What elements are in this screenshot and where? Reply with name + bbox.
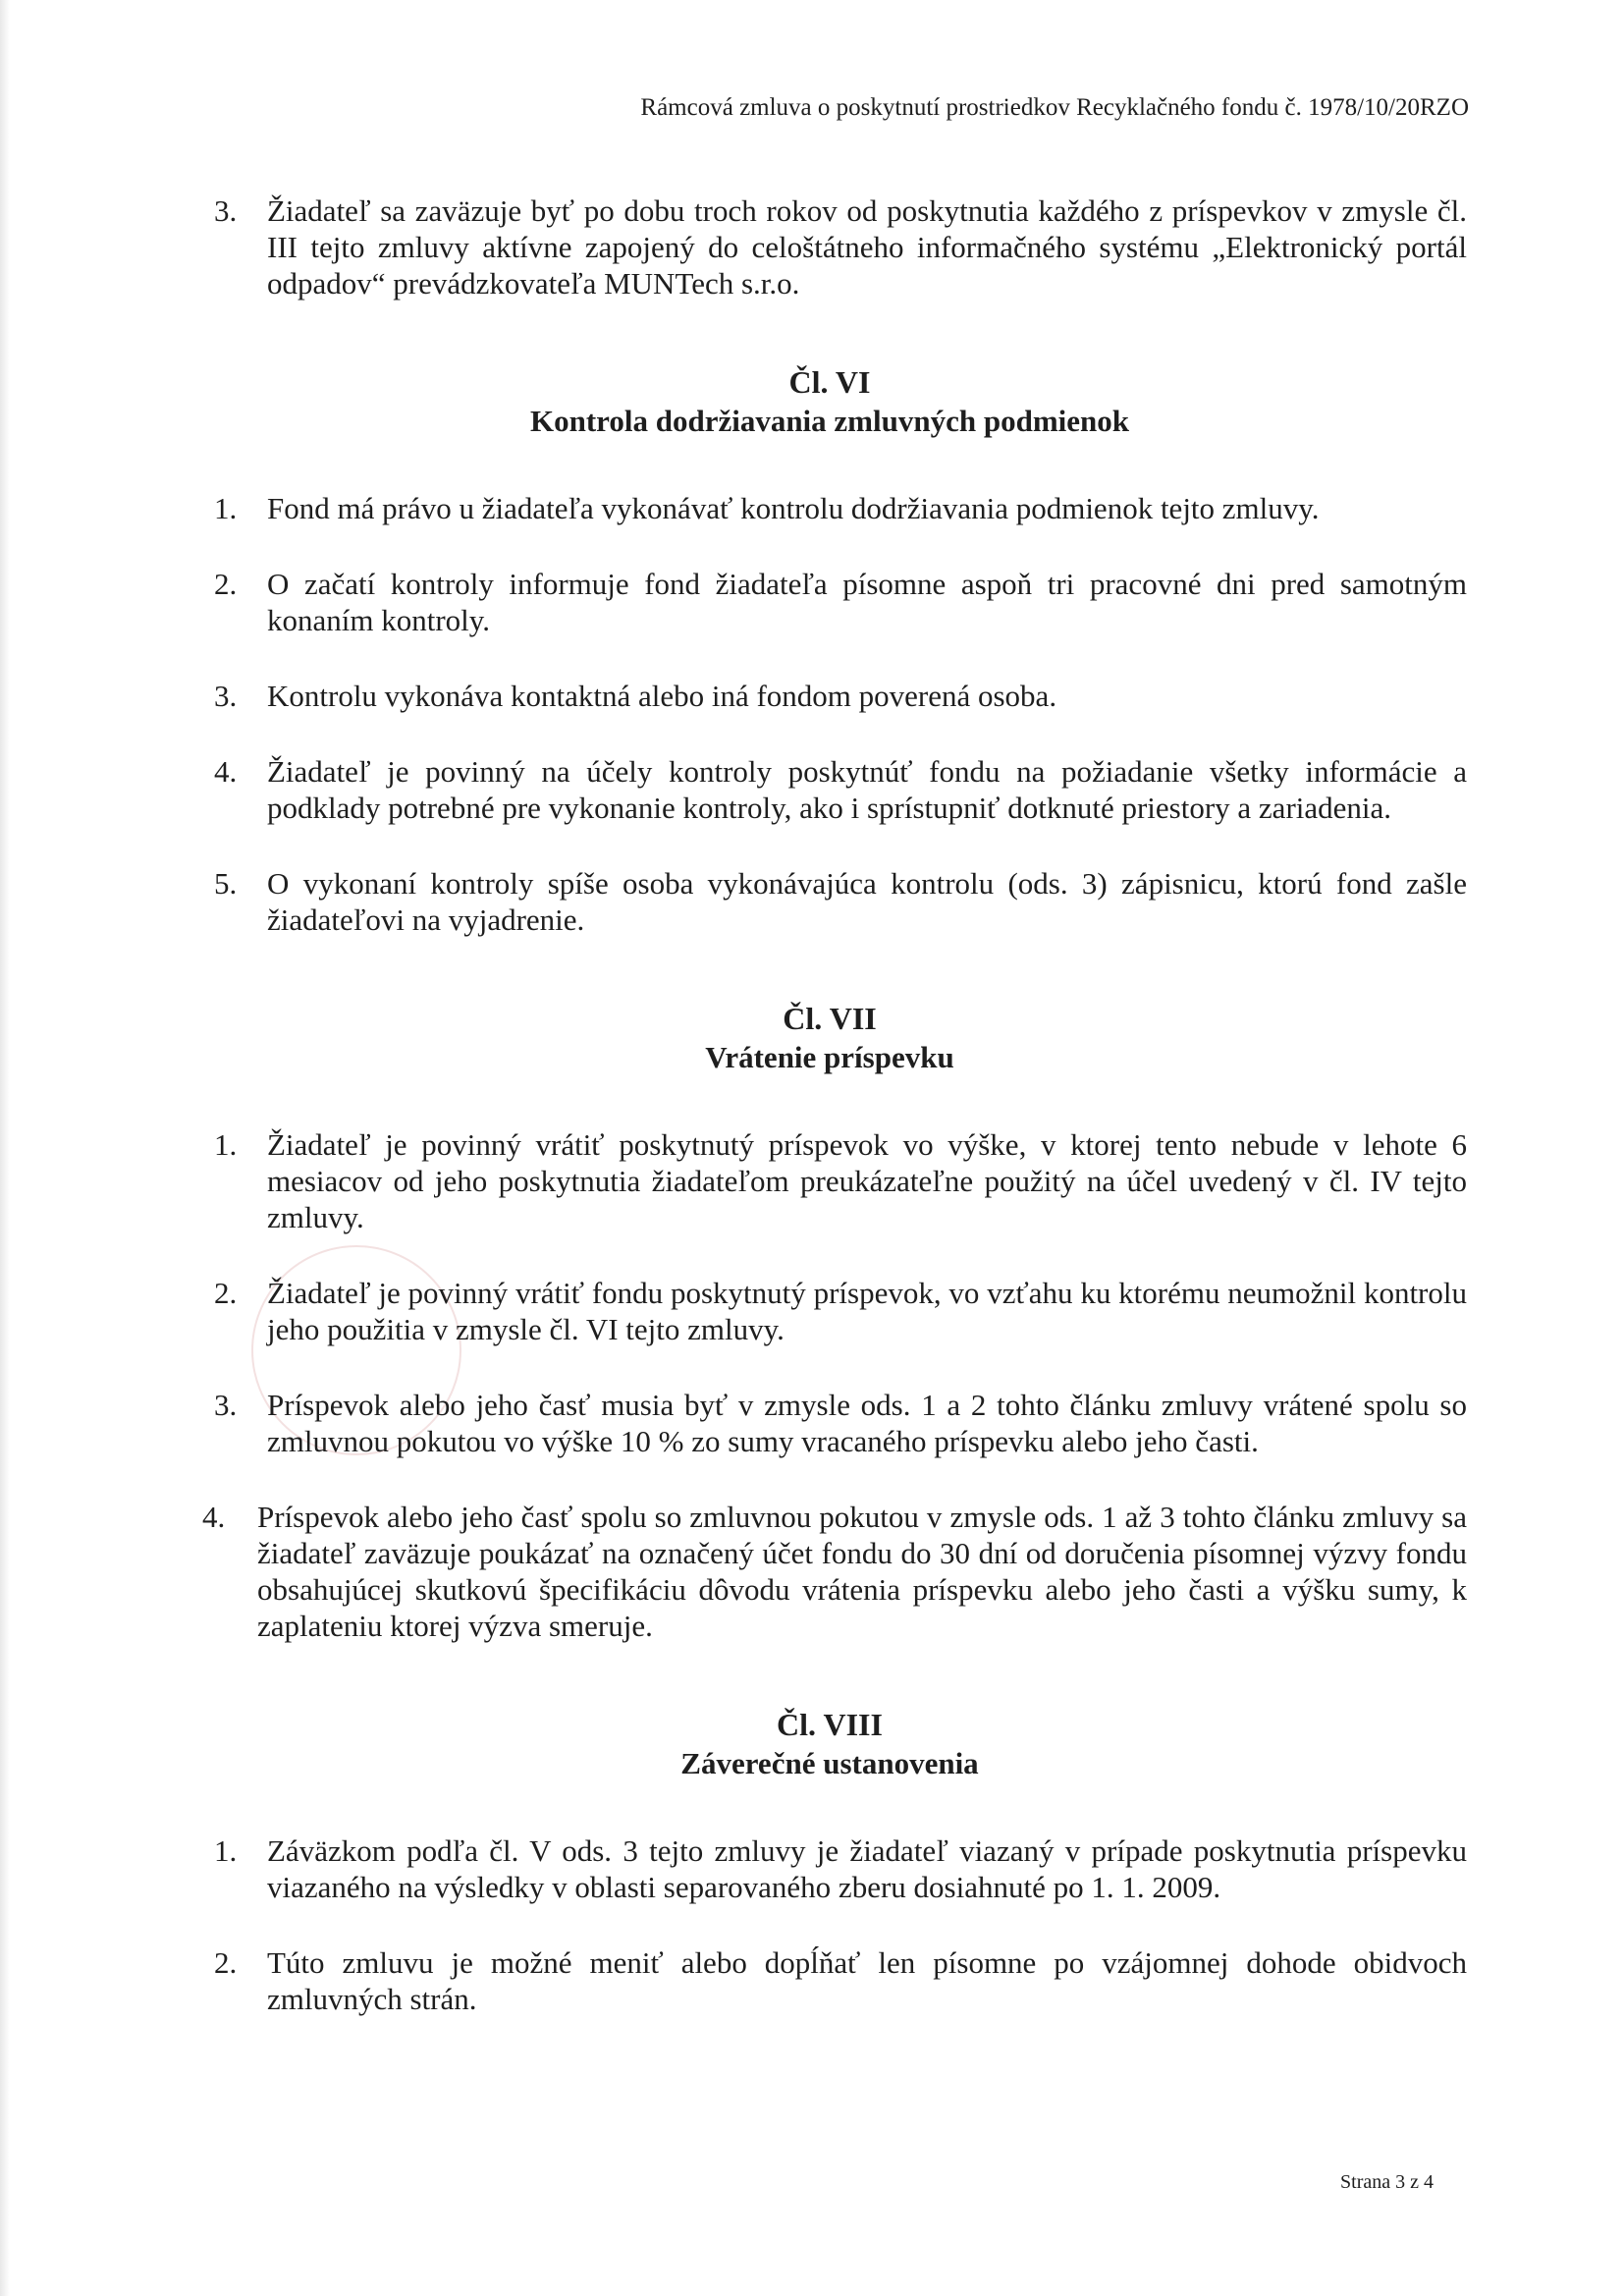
list-item [192, 753, 1467, 826]
item-number: 3. [214, 1388, 238, 1422]
item-text: O vykonaní kontroly spíše osoba vykonávajúca kontrolu (ods. 3) zápisnicu, ktorú fond zašle žiadateľovi na vyjadrenie. [267, 866, 1467, 937]
section-heading [192, 999, 1467, 1077]
list-item [192, 1387, 1467, 1459]
item-number: 1. [214, 491, 238, 525]
page-number: Strana 3 z 4 [1340, 2171, 1434, 2193]
item-number: 1. [214, 1833, 238, 1868]
item-text: Príspevok alebo jeho časť musia byť v zmysle ods. 1 a 2 tohto článku zmluvy vrátené spolu so zmluvnou pokutou vo výške 10 % zo sumy vracaného príspevku alebo jeho časti. [267, 1388, 1467, 1458]
item-text: Žiadateľ sa zaväzuje byť po dobu troch rokov od poskytnutia každého z príspevkov v zmysle čl. III tejto zmluvy aktívne zapojený do celoštátneho informačného systému „Elektronický portál odpadov“ prevádzkovateľa MUNTech s.r.o. [267, 193, 1467, 301]
document-body [192, 192, 1467, 2056]
item-number: 4. [214, 754, 238, 789]
document-header: Rámcová zmluva o poskytnutí prostriedkov Recyklačného fondu č. 1978/10/20RZO [640, 94, 1469, 121]
item-number: 2. [214, 1276, 238, 1310]
list-item [192, 566, 1467, 638]
list-item [192, 192, 1467, 301]
scan-edge [0, 0, 10, 2296]
list-item [192, 1126, 1467, 1235]
article-number: Čl. VII [783, 1001, 877, 1036]
section-heading [192, 362, 1467, 441]
item-number: 2. [214, 1945, 238, 1980]
list-item [192, 490, 1467, 526]
item-number: 3. [214, 679, 238, 713]
item-number: 3. [214, 193, 238, 228]
item-number: 1. [214, 1127, 238, 1162]
list-item [192, 1499, 1467, 1644]
list-item [192, 865, 1467, 938]
item-text: Kontrolu vykonáva kontaktná alebo iná fondom poverená osoba. [267, 679, 1057, 713]
item-text: Túto zmluvu je možné meniť alebo dopĺňať len písomne po vzájomnej dohode obidvoch zmluvných strán. [267, 1945, 1467, 2016]
item-number: 2. [214, 567, 238, 601]
item-text: Žiadateľ je povinný vrátiť fondu poskytnutý príspevok, vo vzťahu ku ktorému neumožnil kontrolu jeho použitia v zmysle čl. VI tejto zmluvy. [267, 1276, 1467, 1346]
article-title: Záverečné ustanovenia [680, 1746, 979, 1780]
item-number: 5. [214, 866, 238, 901]
article-number: Čl. VI [788, 364, 871, 400]
list-item [192, 1832, 1467, 1905]
list-item [192, 1944, 1467, 2017]
item-text: Záväzkom podľa čl. V ods. 3 tejto zmluvy je žiadateľ viazaný v prípade poskytnutia príspevku viazaného na výsledky v oblasti separovaného zberu dosiahnuté po 1. 1. 2009. [267, 1833, 1467, 1904]
item-text: Žiadateľ je povinný na účely kontroly poskytnúť fondu na požiadanie všetky informácie a podklady potrebné pre vykonanie kontroly, ako i sprístupniť dotknuté priestory a zariadenia. [267, 754, 1467, 825]
item-text: Príspevok alebo jeho časť spolu so zmluvnou pokutou v zmysle ods. 1 až 3 tohto článku zmluvy sa žiadateľ zaväzuje poukázať na označený účet fondu do 30 dní od doručenia písomnej výzvy fondu obsahujúcej skutkovú špecifikáciu dôvodu vrátenia príspevku alebo jeho časti a výšku sumy, k zaplateniu ktorej výzva smeruje. [257, 1500, 1467, 1643]
item-text: Fond má právo u žiadateľa vykonávať kontrolu dodržiavania podmienok tejto zmluvy. [267, 491, 1320, 525]
article-number: Čl. VIII [777, 1707, 883, 1742]
article-title: Vrátenie príspevku [705, 1040, 954, 1074]
section-heading [192, 1705, 1467, 1783]
list-item [192, 678, 1467, 714]
article-title: Kontrola dodržiavania zmluvných podmienok [529, 404, 1130, 438]
item-text: O začatí kontroly informuje fond žiadateľa písomne aspoň tri pracovné dni pred samotným konaním kontroly. [267, 567, 1467, 637]
item-text: Žiadateľ je povinný vrátiť poskytnutý príspevok vo výške, v ktorej tento nebude v lehote 6 mesiacov od jeho poskytnutia žiadateľom preukázateľne použitý na účel uvedený v čl. IV tejto zmluvy. [267, 1127, 1467, 1234]
item-number: 4. [202, 1500, 226, 1534]
list-item [192, 1275, 1467, 1347]
